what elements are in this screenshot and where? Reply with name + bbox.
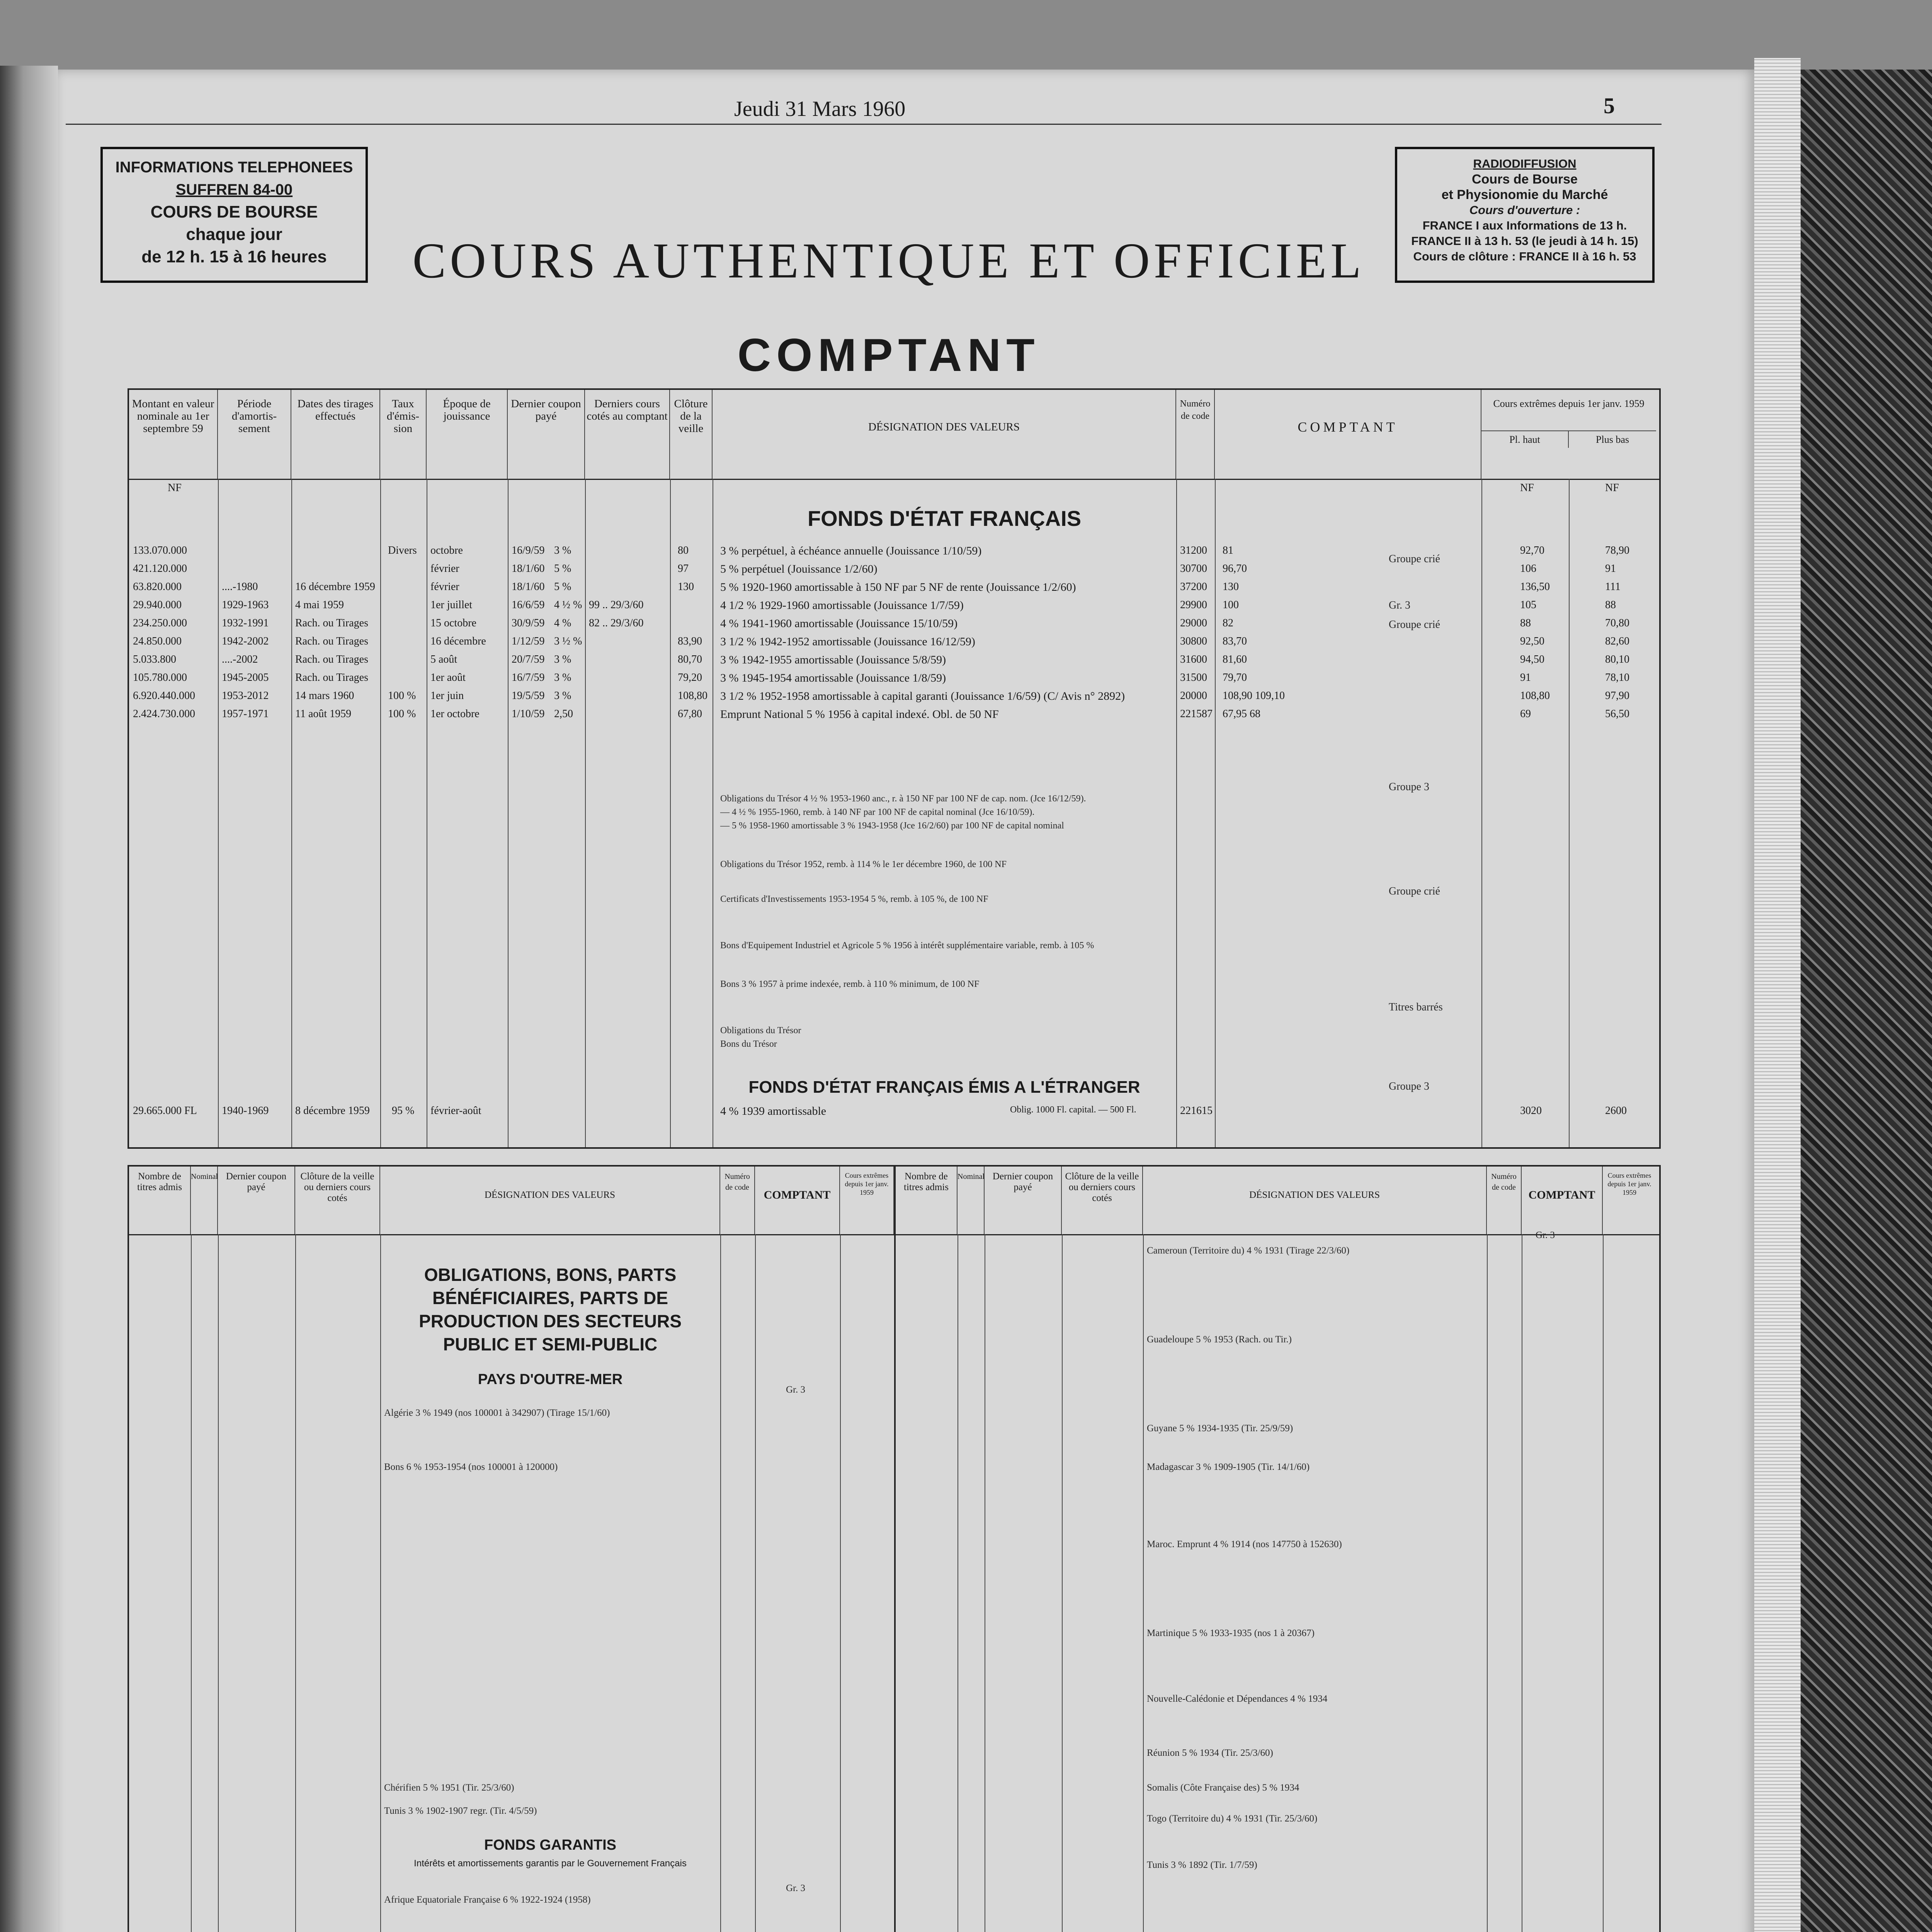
cell-code: 29000 (1180, 617, 1207, 629)
cell-haut: 69 (1520, 708, 1531, 720)
col-header: Clôture de la veille (670, 390, 713, 479)
subsection-heading: FONDS GARANTIS (484, 1837, 616, 1853)
cell-cloture: 97 (678, 563, 689, 575)
col-header: Nominal (957, 1167, 985, 1234)
info-line: de 12 h. 15 à 16 heures (141, 247, 327, 266)
cell-montant: 5.033.800 (133, 653, 176, 665)
cell-tirages: Rach. ou Tirages (295, 672, 368, 684)
cell-bas: 88 (1605, 599, 1616, 611)
cell-periode: 1929-1963 (222, 599, 269, 611)
col-header: Période d'amortis-sement (218, 390, 291, 479)
listing-entry: Tunis 3 % 1892 (Tir. 1/7/59) (1147, 1860, 1257, 1870)
groupe-label: Gr. 3 (1536, 1230, 1555, 1240)
cell-tirages: 16 décembre 1959 (295, 581, 375, 593)
cell-tirages: 8 décembre 1959 (295, 1105, 370, 1117)
cell-code: 30800 (1180, 635, 1207, 647)
listing-line: — 4 ½ % 1955-1960, remb. à 140 NF par 100 NF de capital nominal (Jce 16/10/59). (720, 807, 1035, 817)
col-header: COMPTANT (755, 1167, 840, 1234)
cell-net: 3 ½ % (554, 635, 582, 647)
cell-haut: 105 (1520, 599, 1536, 611)
column-rule (720, 1234, 721, 1932)
cell-epoque: février (430, 581, 459, 593)
listing-entry: Togo (Territoire du) 4 % 1931 (Tir. 25/3/60) (1147, 1813, 1318, 1824)
cell-date: 1/12/59 (512, 635, 545, 647)
cell-bas: 97,90 (1605, 690, 1629, 702)
info-telephone-box (100, 147, 368, 283)
col-header: Montant en valeur nominale au 1er septembre 59 (129, 390, 218, 479)
cell-comptant: 96,70 (1223, 563, 1247, 575)
cell-montant: 2.424.730.000 (133, 708, 195, 720)
col-header: DÉSIGNATION DES VALEURS (713, 390, 1176, 479)
listing-entry: Maroc. Emprunt 4 % 1914 (nos 147750 à 152630) (1147, 1539, 1342, 1549)
cell-periode: 1940-1969 (222, 1105, 269, 1117)
cell-des: 3 % perpétuel, à échéance annuelle (Jouissance 1/10/59) (720, 544, 982, 557)
listing-entry: Réunion 5 % 1934 (Tir. 25/3/60) (1147, 1748, 1273, 1758)
page-number: 5 (1604, 93, 1615, 118)
column-rule (295, 1234, 296, 1932)
col-subheader: Pl. haut (1481, 430, 1569, 448)
cell-net: 3 % (554, 690, 571, 702)
table-row (129, 653, 1659, 670)
listing-entry: Tunis 3 % 1902-1907 regr. (Tir. 4/5/59) (384, 1806, 537, 1816)
listing-line: Certificats d'Investissements 1953-1954 5 %, remb. à 105 %, de 100 NF (720, 894, 988, 904)
header-rule (66, 124, 1662, 125)
groupe-label: Gr. 3 (786, 1883, 805, 1893)
col-header: Taux d'émis-sion (380, 390, 427, 479)
unit-label: NF (1605, 482, 1619, 494)
cell-bas: 70,80 (1605, 617, 1629, 629)
cell-code: 30700 (1180, 563, 1207, 575)
cell-tirages: 11 août 1959 (295, 708, 352, 720)
col-header: Numéro de code (1487, 1167, 1522, 1234)
cell-des: 4 % 1941-1960 amortissable (Jouissance 15/10/59) (720, 617, 958, 630)
cell-taux: 100 % (388, 690, 416, 702)
col-header: Époque de jouissance (427, 390, 508, 479)
cell-comptant: 81,60 (1223, 653, 1247, 665)
cell-net: 4 ½ % (554, 599, 582, 611)
cell-date: 1/10/59 (512, 708, 545, 720)
listing-entry: Guyane 5 % 1934-1935 (Tir. 25/9/59) (1147, 1423, 1293, 1434)
cell-epoque: février-août (430, 1105, 481, 1117)
column-rule (755, 1234, 756, 1932)
listing-line: Obligations du Trésor 1952, remb. à 114 % le 1er décembre 1960, de 100 NF (720, 859, 1007, 869)
table-fonds-etat (128, 388, 1661, 1149)
cell-net: 3 % (554, 653, 571, 665)
cell-tirages: 14 mars 1960 (295, 690, 354, 702)
cell-code: 221615 (1180, 1105, 1213, 1117)
cell-comptant: 79,70 (1223, 672, 1247, 684)
radio-line: FRANCE II à 13 h. 53 (le jeudi à 14 h. 15) (1411, 234, 1638, 248)
column-rule (191, 1234, 192, 1932)
unit-label: NF (168, 482, 182, 494)
column-rule (218, 1234, 219, 1932)
table-obligations (128, 1165, 1661, 1932)
table-row (129, 581, 1659, 598)
info-line: COURS DE BOURSE (150, 202, 318, 221)
col-header: COMPTANT (1215, 390, 1481, 479)
cell-periode: 1953-2012 (222, 690, 269, 702)
cell-tirages: Rach. ou Tirages (295, 653, 368, 665)
col-header: Numéro de code (1176, 390, 1215, 479)
cell-cloture: 67,80 (678, 708, 702, 720)
cell-haut: 91 (1520, 672, 1531, 684)
col-header: Nombre de titres admis (896, 1167, 957, 1234)
book-page-edges (1754, 58, 1801, 1932)
subsection-heading: PAYS D'OUTRE-MER (478, 1371, 623, 1388)
cell-net: 4 % (554, 617, 571, 629)
cell-net: 2,50 (554, 708, 573, 720)
cell-date: 18/1/60 (512, 581, 545, 593)
groupe-label: Groupe 3 (1389, 781, 1429, 793)
cell-montant: 421.120.000 (133, 563, 187, 575)
cell-tirages: Rach. ou Tirages (295, 617, 368, 629)
cell-montant: 133.070.000 (133, 544, 187, 556)
listing-entry: Martinique 5 % 1933-1935 (nos 1 à 20367) (1147, 1628, 1315, 1638)
cell-bas: 82,60 (1605, 635, 1629, 647)
cell-periode: ....-2002 (222, 653, 258, 665)
col-header: Clôture de la veille ou derniers cours cotés (295, 1167, 380, 1234)
listing-line: Bons d'Equipement Industriel et Agricole 5 % 1956 à intérêt supplémentaire variable, remb. à 105 % (720, 940, 1094, 951)
column-rule (1062, 1234, 1063, 1932)
cell-code: 31500 (1180, 672, 1207, 684)
cell-derniers: 82 .. 29/3/60 (589, 617, 644, 629)
groupe-label: Gr. 3 (1389, 599, 1410, 611)
page-date: Jeudi 31 Mars 1960 (734, 97, 906, 121)
groupe-label: Groupe crié (1389, 885, 1440, 897)
cell-cloture: 130 (678, 581, 694, 593)
listing-entry: Somalis (Côte Française des) 5 % 1934 (1147, 1782, 1299, 1793)
cell-des: 3 1/2 % 1952-1958 amortissable à capital garanti (Jouissance 1/6/59) (C/ Avis n° 2892) (720, 690, 1125, 702)
col-header: Cours extrêmes depuis 1er janv. 1959 (840, 1167, 894, 1234)
radio-box (1395, 147, 1655, 283)
groupe-label: Groupe crié (1389, 553, 1440, 565)
cell-date: 19/5/59 (512, 690, 545, 702)
cell-montant: 6.920.440.000 (133, 690, 195, 702)
table-row (129, 635, 1659, 652)
listing-entry: Algérie 3 % 1949 (nos 100001 à 342907) (Tirage 15/1/60) (384, 1408, 610, 1418)
col-header: Clôture de la veille ou derniers cours cotés (1062, 1167, 1143, 1234)
col-header: DÉSIGNATION DES VALEURS (380, 1167, 720, 1234)
info-line: chaque jour (186, 225, 282, 244)
listing-entry: Bons 6 % 1953-1954 (nos 100001 à 120000) (384, 1462, 558, 1472)
cell-periode: 1945-2005 (222, 672, 269, 684)
cell-montant: 29.940.000 (133, 599, 182, 611)
groupe-label: Groupe 3 (1389, 1080, 1429, 1092)
page-title: COURS AUTHENTIQUE ET OFFICIEL (412, 233, 1365, 289)
cell-des: Emprunt National 5 % 1956 à capital indexé. Obl. de 50 NF (720, 708, 999, 721)
cell-des: 4 1/2 % 1929-1960 amortissable (Jouissance 1/7/59) (720, 599, 964, 612)
column-rule (1487, 1234, 1488, 1932)
cell-cloture: 83,90 (678, 635, 702, 647)
listing-entry: Guadeloupe 5 % 1953 (Rach. ou Tir.) (1147, 1334, 1292, 1345)
cell-code: 29900 (1180, 599, 1207, 611)
cell-haut: 108,80 (1520, 690, 1550, 702)
cell-bas: 111 (1605, 581, 1621, 593)
cell-cloture: 108,80 (678, 690, 707, 702)
listing-entry: Madagascar 3 % 1909-1905 (Tir. 14/1/60) (1147, 1462, 1310, 1472)
listing-entry: Chérifien 5 % 1951 (Tir. 25/3/60) (384, 1782, 514, 1793)
cell-montant: 63.820.000 (133, 581, 182, 593)
table-row (129, 599, 1659, 616)
listing-entry: Cameroun (Territoire du) 4 % 1931 (Tirage 22/3/60) (1147, 1245, 1350, 1256)
listing-line: Bons 3 % 1957 à prime indexée, remb. à 110 % minimum, de 100 NF (720, 979, 980, 989)
cell-epoque: 1er juin (430, 690, 464, 702)
cell-comptant: 67,95 68 (1223, 708, 1260, 720)
cell-des: 3 % 1942-1955 amortissable (Jouissance 5/8/59) (720, 653, 946, 666)
cell-net: 3 % (554, 544, 571, 556)
cell-bas: 56,50 (1605, 708, 1629, 720)
listing-line: Bons du Trésor (720, 1039, 777, 1049)
cell-derniers: 99 .. 29/3/60 (589, 599, 644, 611)
cell-epoque: 16 décembre (430, 635, 486, 647)
cell-cloture: 80 (678, 544, 689, 556)
column-rule (957, 1234, 958, 1932)
column-rule (840, 1234, 841, 1932)
col-header: COMPTANT (1522, 1167, 1603, 1234)
cell-date: 18/1/60 (512, 563, 545, 575)
cell-date: 16/7/59 (512, 672, 545, 684)
column-rule (1143, 1234, 1144, 1932)
cell-epoque: 1er octobre (430, 708, 480, 720)
column-rule (380, 1234, 381, 1932)
cell-code: 20000 (1180, 690, 1207, 702)
section-title-comptant: COMPTANT (737, 329, 1040, 381)
cell-haut: 136,50 (1520, 581, 1550, 593)
radio-line: FRANCE I aux Informations de 13 h. (1422, 219, 1627, 232)
section-heading: OBLIGATIONS, BONS, PARTS BÉNÉFICIAIRES, PARTS DE PRODUCTION DES SECTEURS PUBLIC ET SEMI-PUBLIC (419, 1265, 682, 1354)
col-header: Derniers cours cotés au comptant (585, 390, 670, 479)
col-header: Cours extrêmes depuis 1er janv. 1959 (1493, 398, 1645, 409)
cell-des: 3 % 1945-1954 amortissable (Jouissance 1/8/59) (720, 672, 946, 684)
col-header: Dates des tirages effectués (291, 390, 380, 479)
cell-epoque: 15 octobre (430, 617, 476, 629)
col-header: DÉSIGNATION DES VALEURS (1143, 1167, 1487, 1234)
groupe-label: Titres barrés (1389, 1001, 1443, 1013)
cell-bas: 2600 (1605, 1105, 1627, 1117)
radio-line: RADIODIFFUSION (1473, 157, 1577, 170)
col-header: Nombre de titres admis (129, 1167, 191, 1234)
cell-taux: 100 % (388, 708, 416, 720)
cell-haut: 3020 (1520, 1105, 1542, 1117)
cell-tirages: 4 mai 1959 (295, 599, 344, 611)
info-line: SUFFREN 84-00 (175, 181, 293, 198)
cell-haut: 92,50 (1520, 635, 1544, 647)
cell-periode: ....-1980 (222, 581, 258, 593)
cell-haut: 106 (1520, 563, 1536, 575)
cell-comptant: 100 (1223, 599, 1239, 611)
section-heading: FONDS D'ÉTAT FRANÇAIS (807, 506, 1082, 531)
listing-line: Obligations du Trésor (720, 1026, 801, 1036)
col-subheader: Plus bas (1569, 430, 1656, 448)
cell-periode: 1942-2002 (222, 635, 269, 647)
cell-haut: 94,50 (1520, 653, 1544, 665)
marbled-binding (1801, 70, 1932, 1932)
col-header: Dernier coupon payé (508, 390, 585, 479)
cell-montant: 29.665.000 FL (133, 1105, 197, 1117)
col-header: Nominal (191, 1167, 218, 1234)
table-header (129, 390, 1659, 480)
cell-cloture: 79,20 (678, 672, 702, 684)
listing-entry: Nouvelle-Calédonie et Dépendances 4 % 1934 (1147, 1694, 1328, 1704)
cell-montant: 24.850.000 (133, 635, 182, 647)
col-header: Numéro de code (720, 1167, 755, 1234)
radio-line: Cours d'ouverture : (1469, 203, 1580, 217)
cell-comptant: 81 (1223, 544, 1233, 556)
cell-tirages: Rach. ou Tirages (295, 635, 368, 647)
cell-cloture: 80,70 (678, 653, 702, 665)
cell-net: 5 % (554, 563, 571, 575)
cell-net: 3 % (554, 672, 571, 684)
cell-code: 37200 (1180, 581, 1207, 593)
cell-epoque: février (430, 563, 459, 575)
cell-epoque: 5 août (430, 653, 457, 665)
cell-comptant: 83,70 (1223, 635, 1247, 647)
cell-epoque: 1er juillet (430, 599, 473, 611)
cell-epoque: 1er août (430, 672, 466, 684)
cell-taux: 95 % (392, 1105, 415, 1117)
cell-code: 31600 (1180, 653, 1207, 665)
table-row (129, 1105, 1659, 1122)
listing-line: Obligations du Trésor 4 ½ % 1953-1960 anc., r. à 150 NF par 100 NF de cap. nom. (Jce 16/12/59). (720, 794, 1086, 804)
cell-bas: 80,10 (1605, 653, 1629, 665)
cell-date: 30/9/59 (512, 617, 545, 629)
cell-haut: 92,70 (1520, 544, 1544, 556)
info-line: INFORMATIONS TELEPHONEES (115, 159, 353, 176)
cell-bas: 91 (1605, 563, 1616, 575)
col-header: Dernier coupon payé (985, 1167, 1062, 1234)
cell-epoque: octobre (430, 544, 463, 556)
cell-bas: 78,10 (1605, 672, 1629, 684)
radio-line: Cours de clôture : FRANCE II à 16 h. 53 (1413, 250, 1636, 263)
cell-code: 221587 (1180, 708, 1213, 720)
table-row (129, 672, 1659, 689)
cell-montant: 234.250.000 (133, 617, 187, 629)
cell-date: 16/6/59 (512, 599, 545, 611)
cell-des: 3 1/2 % 1942-1952 amortissable (Jouissance 16/12/59) (720, 635, 975, 648)
table-row (129, 690, 1659, 707)
facing-page-edge (0, 66, 58, 1932)
col-header: Cours extrêmes depuis 1er janv. 1959 (1607, 1172, 1651, 1196)
listing-entry: Afrique Equatoriale Française 6 % 1922-1924 (1958) (384, 1895, 591, 1905)
groupe-label: Groupe crié (1389, 619, 1440, 631)
cell-montant: 105.780.000 (133, 672, 187, 684)
cell-des: 5 % 1920-1960 amortissable à 150 NF par 5 NF de rente (Jouissance 1/2/60) (720, 581, 1076, 594)
cell-bas: 78,90 (1605, 544, 1629, 556)
center-divider (894, 1167, 896, 1932)
cell-code: 31200 (1180, 544, 1207, 556)
radio-line: Cours de Bourse (1472, 172, 1578, 187)
cell-haut: 88 (1520, 617, 1531, 629)
cell-net: 5 % (554, 581, 571, 593)
cell-oblig: Oblig. 1000 Fl. capital. — 500 Fl. (1010, 1105, 1136, 1115)
groupe-label: Gr. 3 (786, 1384, 805, 1395)
cell-periode: 1957-1971 (222, 708, 269, 720)
cell-comptant: 130 (1223, 581, 1239, 593)
column-rule (1603, 1234, 1604, 1932)
section-heading: FONDS D'ÉTAT FRANÇAIS ÉMIS A L'ÉTRANGER (748, 1078, 1140, 1097)
listing-line: — 5 % 1958-1960 amortissable 3 % 1943-1958 (Jce 16/2/60) par 100 NF de capital nominal (720, 821, 1064, 831)
unit-label: NF (1520, 482, 1534, 494)
cell-date: 20/7/59 (512, 653, 545, 665)
cell-des: 5 % perpétuel (Jouissance 1/2/60) (720, 563, 878, 575)
radio-line: et Physionomie du Marché (1441, 187, 1608, 202)
cell-comptant: 108,90 109,10 (1223, 690, 1285, 702)
cell-comptant: 82 (1223, 617, 1233, 629)
cell-taux: Divers (388, 544, 417, 556)
table-row (129, 708, 1659, 725)
subsection-note: Intérêts et amortissements garantis par le Gouvernement Français (414, 1858, 687, 1869)
cell-designation: 4 % 1939 amortissable (720, 1105, 827, 1117)
cell-date: 16/9/59 (512, 544, 545, 556)
col-header: Dernier coupon payé (218, 1167, 295, 1234)
cell-periode: 1932-1991 (222, 617, 269, 629)
